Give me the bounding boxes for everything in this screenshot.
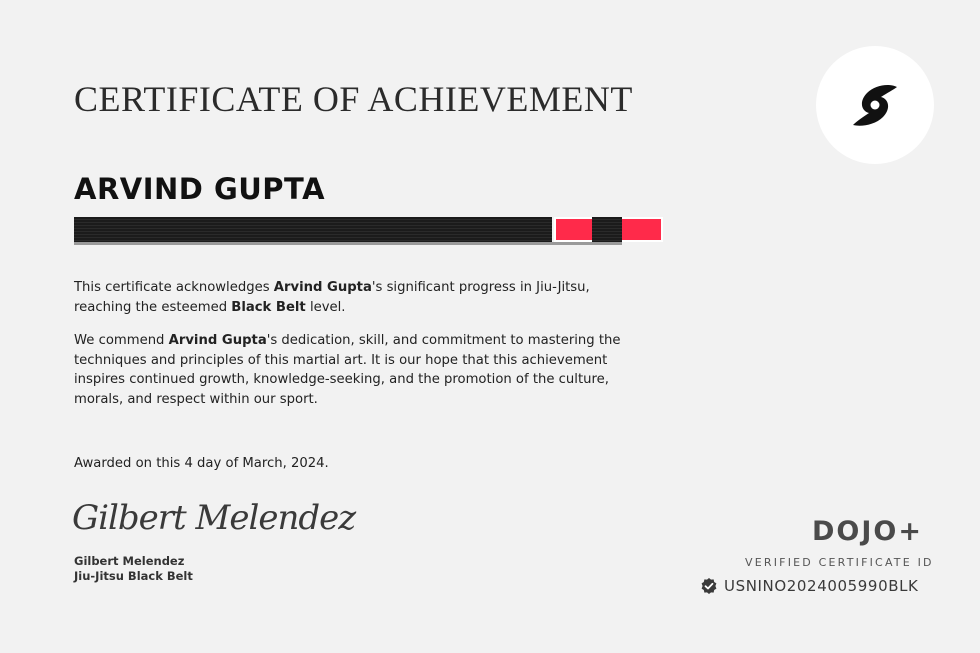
commendation-paragraph: We commend Arvind Gupta's dedication, skill, and commitment to mastering the techniques and principles of this martial art. It is our hope that this achievement inspires continued growth, knowledge-seeking, and the promotion of the culture, morals, and respect within our sport. xyxy=(74,333,621,407)
brand-logo: DOJO+ xyxy=(812,516,923,547)
award-date: Awarded on this 4 day of March, 2024. xyxy=(74,456,329,471)
hurricane-logo-icon xyxy=(849,79,901,131)
belt-main-section xyxy=(74,217,552,242)
recipient-name-inline: Arvind Gupta xyxy=(273,280,372,295)
signature-script: Gilbert Melendez xyxy=(72,498,356,538)
certificate-id: USNINO2024005990BLK xyxy=(724,577,919,595)
belt-level: Black Belt xyxy=(231,299,306,315)
recipient-name: ARVIND GUPTA xyxy=(74,172,326,206)
signer-name: Gilbert Melendez xyxy=(74,554,185,568)
certificate-id-row xyxy=(700,575,919,597)
verified-badge-icon xyxy=(700,577,718,595)
belt-shadow xyxy=(74,242,622,245)
certificate-title: CERTIFICATE OF ACHIEVEMENT xyxy=(74,79,633,119)
recipient-name-inline: Arvind Gupta xyxy=(168,333,267,348)
signer-title: Jiu-Jitsu Black Belt xyxy=(74,569,193,583)
acknowledgement-paragraph: This certificate acknowledges Arvind Gupta's significant progress in Jiu-Jitsu, reaching the esteemed Black Belt level. xyxy=(74,280,590,315)
verified-certificate-label: VERIFIED CERTIFICATE ID xyxy=(745,556,934,569)
logo-badge xyxy=(816,46,934,164)
belt-tip-section xyxy=(592,217,622,242)
black-belt-graphic xyxy=(74,217,622,245)
